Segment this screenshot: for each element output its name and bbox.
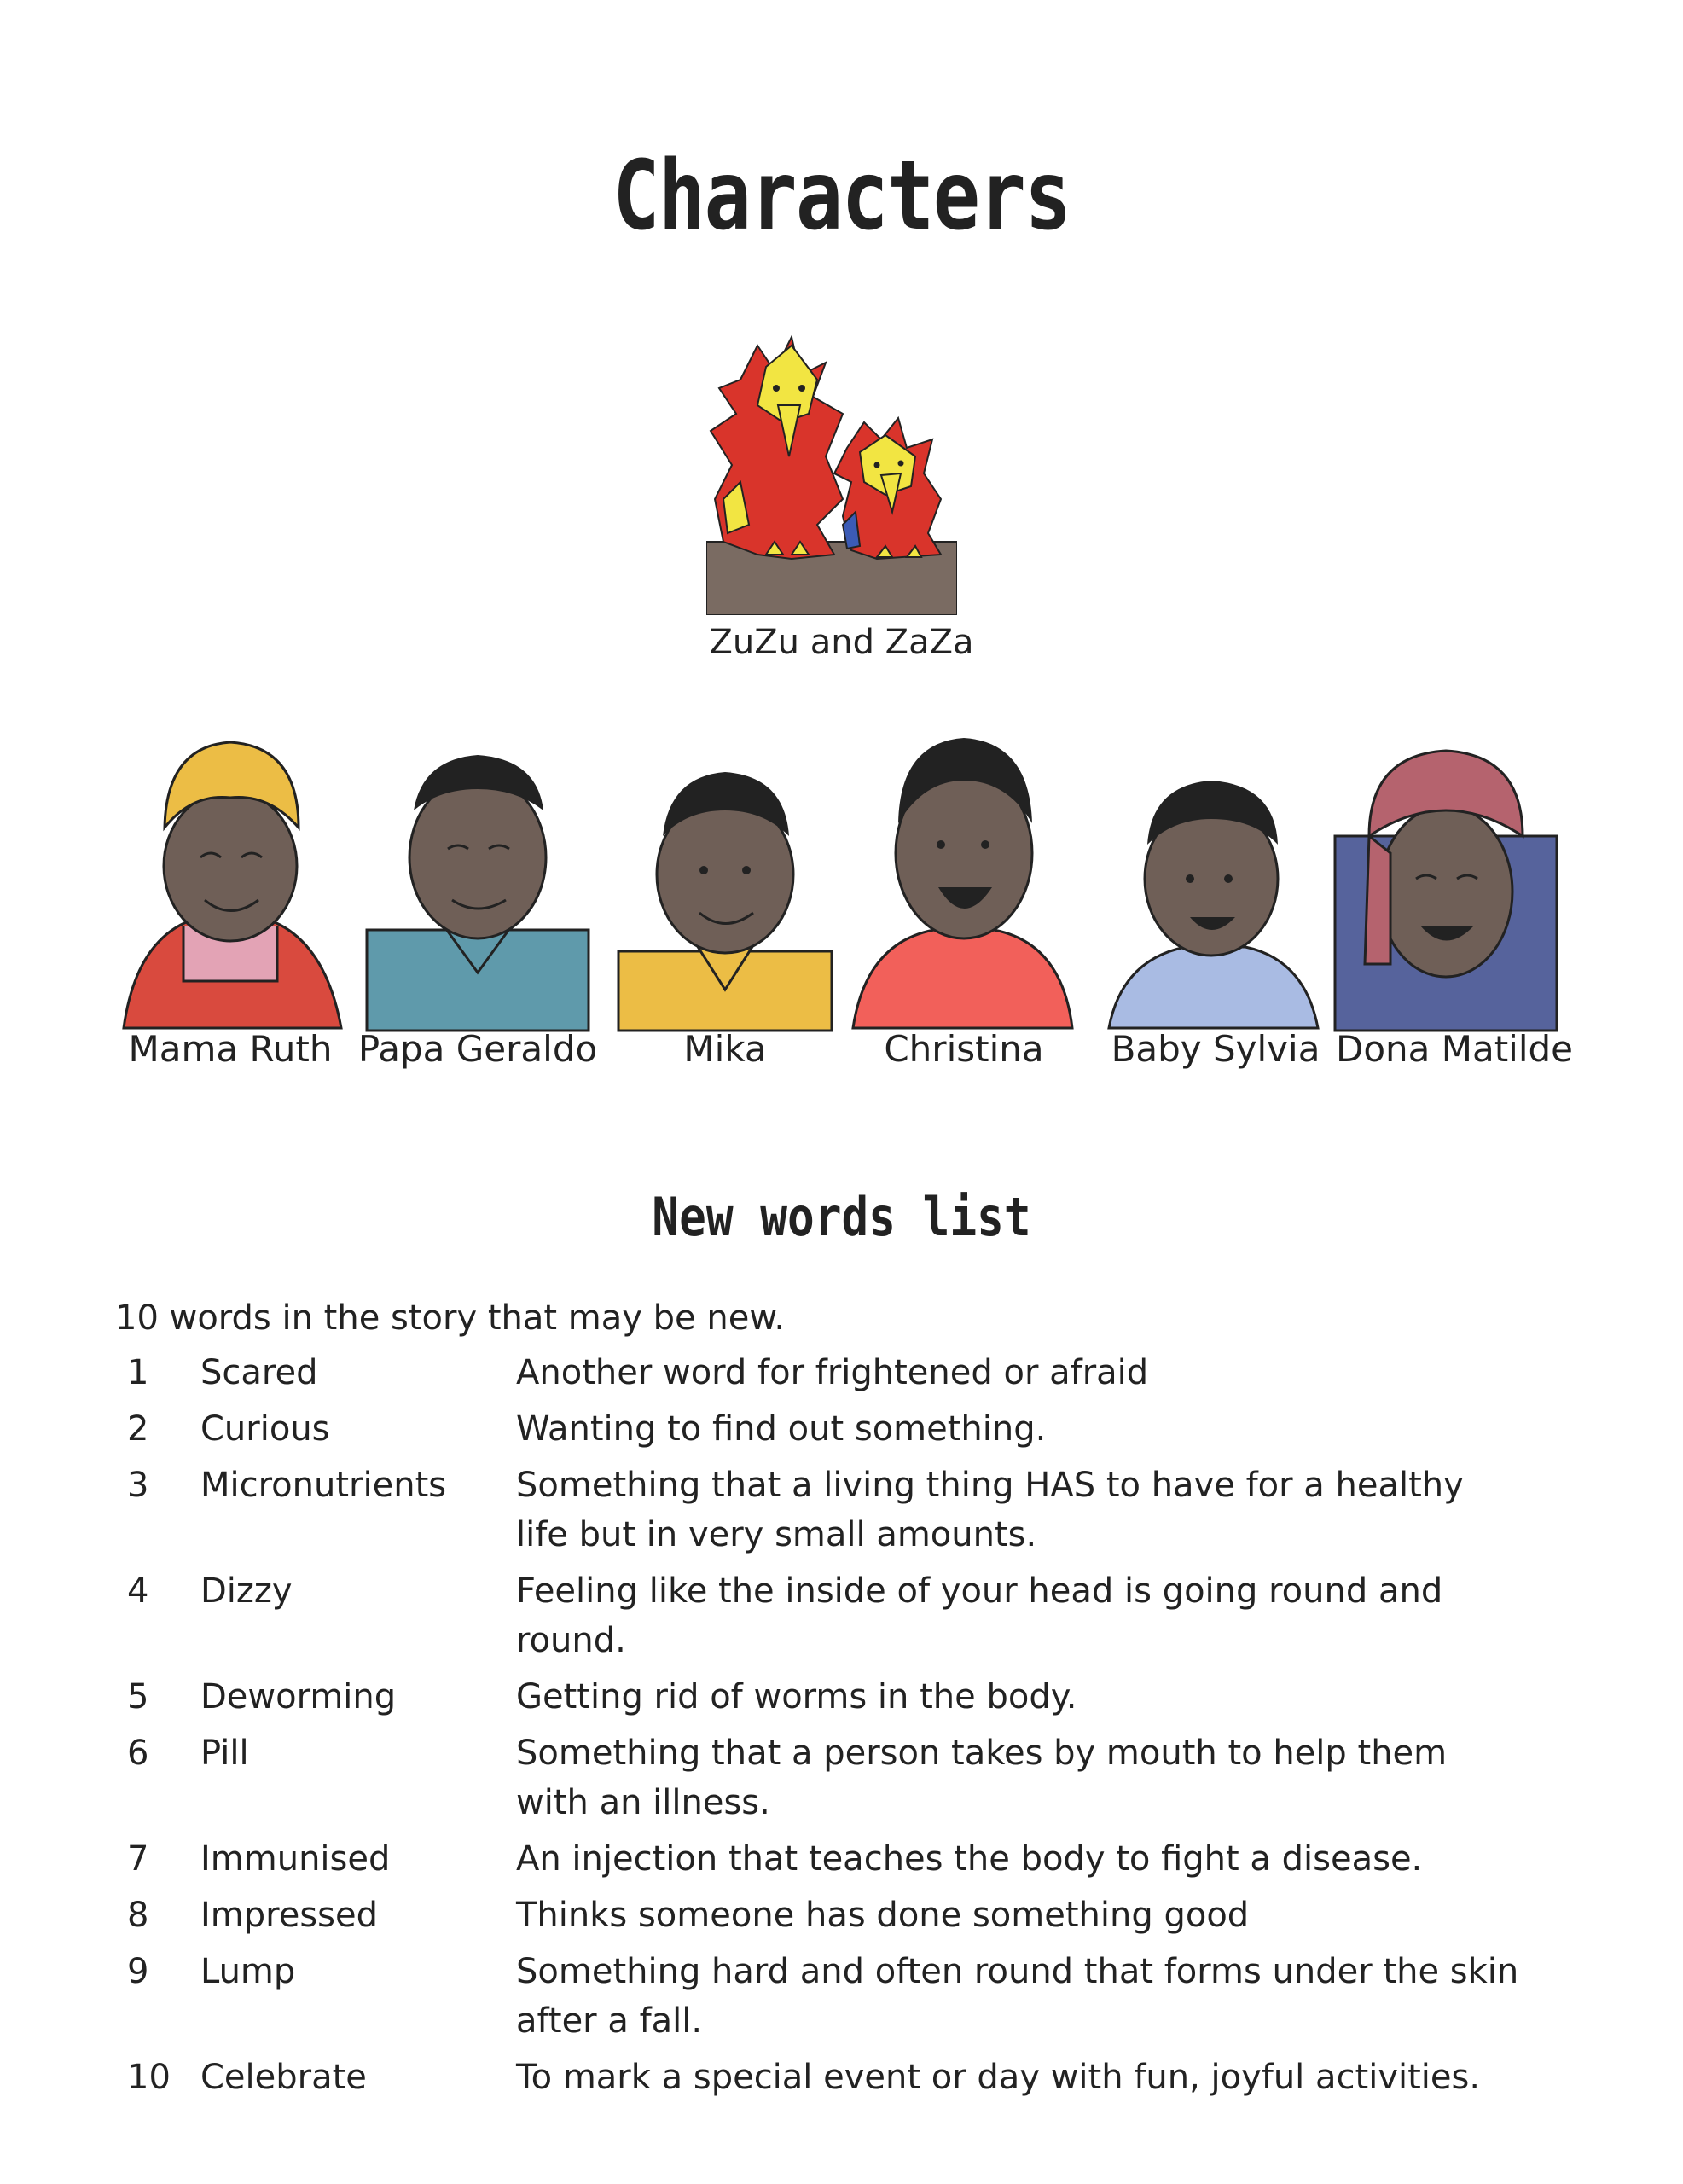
word-definition: Thinks someone has done something good xyxy=(516,1896,1250,1935)
word-definition: Something hard and often round that forms under the skin after a fall. xyxy=(516,1952,1519,2041)
word-row xyxy=(115,1728,1582,1827)
portrait-baby-sylvia xyxy=(1100,708,1331,1032)
word-number: 8 xyxy=(127,1896,149,1935)
word-definition: An injection that teaches the body to fight a disease. xyxy=(516,1839,1423,1879)
word-row xyxy=(115,1348,1582,1397)
word-term: Micronutrients xyxy=(200,1466,447,1505)
zuzu-zaza-illustration xyxy=(706,328,957,615)
word-row xyxy=(115,1566,1582,1665)
word-definition: Getting rid of worms in the body. xyxy=(516,1677,1077,1716)
word-number: 7 xyxy=(127,1839,149,1879)
portrait-mika xyxy=(610,708,840,1032)
word-term: Impressed xyxy=(200,1896,379,1935)
portrait-papa-geraldo xyxy=(363,708,593,1032)
word-term: Curious xyxy=(200,1409,330,1449)
word-number: 1 xyxy=(127,1353,149,1392)
word-term: Pill xyxy=(200,1734,249,1773)
word-number: 5 xyxy=(127,1677,149,1716)
word-definition: Something that a person takes by mouth to help them with an illness. xyxy=(516,1734,1448,1822)
portrait-dona-matilde xyxy=(1331,708,1561,1032)
character-label-papa-geraldo: Papa Geraldo xyxy=(357,1028,598,1070)
word-definition: Something that a living thing HAS to have for a healthy life but in very small amounts. xyxy=(516,1466,1464,1554)
word-definition: To mark a special event or day with fun, joyful activities. xyxy=(516,2058,1481,2097)
character-label-baby-sylvia: Baby Sylvia xyxy=(1111,1028,1320,1070)
page-title: Characters xyxy=(612,141,1071,252)
word-row xyxy=(115,2053,1582,2102)
word-number: 4 xyxy=(127,1571,149,1611)
word-definition: Another word for frightened or afraid xyxy=(516,1353,1149,1392)
character-label-mika: Mika xyxy=(683,1028,767,1070)
word-definition: Feeling like the inside of your head is going round and round. xyxy=(516,1571,1443,1660)
word-term: Scared xyxy=(200,1353,318,1392)
word-number: 3 xyxy=(127,1466,149,1505)
word-row xyxy=(115,1947,1582,2046)
word-row xyxy=(115,1461,1582,1560)
birds-caption: ZuZu and ZaZa xyxy=(709,623,974,662)
word-row xyxy=(115,1834,1582,1884)
new-words-title: New words list xyxy=(652,1186,1031,1248)
word-term: Deworming xyxy=(200,1677,397,1716)
word-number: 10 xyxy=(127,2058,171,2097)
word-term: Lump xyxy=(200,1952,296,1991)
character-label-mama-ruth: Mama Ruth xyxy=(128,1028,333,1070)
character-label-christina: Christina xyxy=(884,1028,1044,1070)
word-term: Immunised xyxy=(200,1839,391,1879)
zaza-bird xyxy=(834,418,941,559)
word-row xyxy=(115,1891,1582,1940)
portrait-christina xyxy=(849,708,1079,1032)
word-number: 2 xyxy=(127,1409,149,1449)
word-number: 6 xyxy=(127,1734,149,1773)
portrait-mama-ruth xyxy=(115,708,345,1032)
new-words-intro: 10 words in the story that may be new. xyxy=(115,1298,786,1338)
word-definition: Wanting to find out something. xyxy=(516,1409,1047,1449)
zuzu-bird xyxy=(711,337,843,559)
new-words-list xyxy=(115,1348,1582,2109)
word-number: 9 xyxy=(127,1952,149,1991)
word-term: Celebrate xyxy=(200,2058,367,2097)
word-term: Dizzy xyxy=(200,1571,293,1611)
word-row xyxy=(115,1404,1582,1454)
character-label-dona-matilde: Dona Matilde xyxy=(1335,1028,1574,1070)
word-row xyxy=(115,1672,1582,1722)
